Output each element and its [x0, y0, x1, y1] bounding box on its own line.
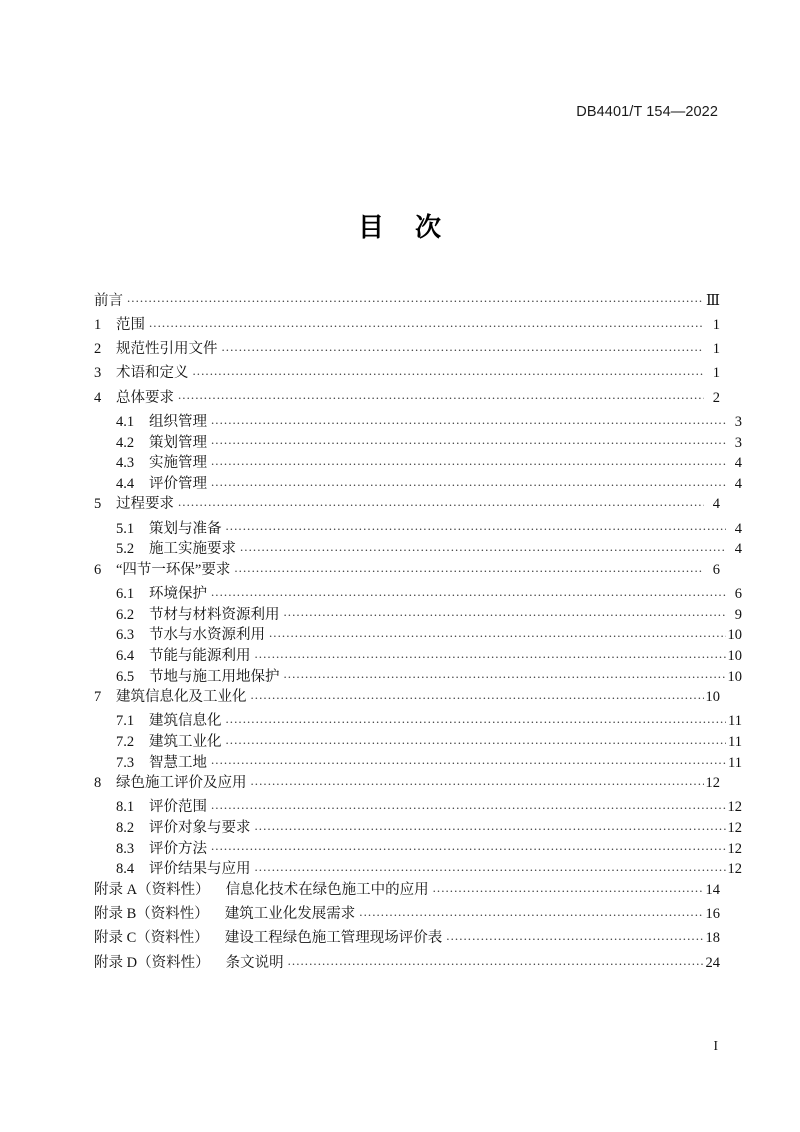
toc-entry-number: 2: [94, 341, 102, 358]
toc-entry-number: 附录 C（资料性）: [94, 930, 209, 947]
toc-entry-page-number: 11: [728, 734, 742, 750]
toc-entry-number: 6.3: [116, 627, 135, 644]
toc-entry-label: 节能与能源利用: [149, 647, 251, 664]
toc-entry-page-number: 12: [727, 840, 742, 857]
toc-dot-leader: [193, 363, 705, 378]
toc-entry-page-number: 1: [712, 316, 720, 333]
toc-entry-number: 7: [94, 689, 102, 706]
toc-entry-number: 5.2: [116, 541, 135, 558]
toc-entry-page-number: 4: [734, 520, 742, 537]
toc-entry-label: 策划与准备: [149, 520, 222, 537]
toc-entry-page-number: 6: [712, 561, 720, 578]
toc-entry-page-number: 10: [705, 689, 720, 706]
toc-entry-page-number: 16: [705, 906, 720, 923]
page-folio: I: [713, 1038, 718, 1053]
toc-entry[interactable]: [94, 604, 742, 625]
toc-entry-label: 评价管理: [149, 475, 207, 492]
toc-dot-leader: [211, 411, 726, 426]
toc-entry-label: 评价对象与要求: [149, 820, 251, 837]
toc-entry-page-number: Ⅲ: [706, 292, 720, 309]
toc-dot-leader: [211, 584, 726, 599]
toc-entry[interactable]: [94, 645, 742, 666]
toc-entry-number: 5: [94, 496, 102, 513]
toc-entry-number: 4.4: [116, 475, 135, 492]
toc-entry-label: 过程要求: [116, 496, 174, 513]
toc-entry-page-number: 12: [705, 775, 720, 792]
toc-entry-number: 8.3: [116, 840, 135, 857]
toc-entry-number: 6.5: [116, 668, 135, 685]
toc-entry[interactable]: [94, 666, 742, 687]
toc-entry[interactable]: [94, 539, 742, 560]
toc-entry-number: 6.2: [116, 606, 135, 623]
toc-entry[interactable]: [94, 797, 742, 818]
toc-dot-leader: [178, 494, 704, 509]
toc-entry-number: 7.1: [116, 713, 135, 730]
toc-entry[interactable]: [94, 687, 720, 711]
toc-entry-label: 环境保护: [149, 586, 207, 603]
toc-entry-page-number: 10: [727, 668, 742, 685]
toc-entry-page-number: 3: [734, 413, 742, 430]
toc-dot-leader: [446, 928, 703, 943]
toc-entry[interactable]: [94, 904, 720, 928]
toc-entry-page-number: 12: [727, 861, 742, 878]
toc-dot-leader: [284, 604, 727, 619]
toc-dot-leader: [211, 473, 726, 488]
toc-dot-leader: [240, 539, 726, 554]
toc-entry-number: 6.4: [116, 647, 135, 664]
toc-entry[interactable]: [94, 879, 720, 903]
toc-dot-leader: [234, 559, 704, 574]
toc-entry-label: 节材与材料资源利用: [149, 606, 280, 623]
toc-entry-label: 前言: [94, 292, 123, 309]
toc-entry[interactable]: [94, 387, 720, 411]
toc-entry-page-number: 2: [712, 389, 720, 406]
page-title-char-2: 次: [415, 213, 443, 242]
toc-entry-label: 建筑工业化发展需求: [224, 906, 356, 923]
toc-dot-leader: [226, 711, 727, 726]
toc-entry-label: 评价方法: [149, 840, 207, 857]
toc-entry[interactable]: [94, 494, 720, 518]
toc-dot-leader: [127, 290, 704, 305]
toc-dot-leader: [211, 838, 726, 853]
toc-entry-page-number: 12: [727, 799, 742, 816]
toc-entry[interactable]: [94, 314, 720, 338]
toc-dot-leader: [211, 797, 726, 812]
toc-dot-leader: [433, 879, 704, 894]
toc-entry-label: 范围: [116, 316, 145, 333]
toc-dot-leader: [211, 453, 726, 468]
toc-dot-leader: [211, 752, 726, 767]
toc-entry[interactable]: [94, 952, 720, 976]
toc-entry-number: 5.1: [116, 520, 135, 537]
toc-entry-label: 评价范围: [149, 799, 207, 816]
toc-entry-label: 建筑信息化: [149, 713, 222, 730]
toc-entry[interactable]: [94, 411, 742, 432]
toc-entry[interactable]: [94, 711, 742, 732]
toc-entry[interactable]: [94, 473, 742, 494]
toc-entry[interactable]: [94, 559, 720, 583]
toc-entry-page-number: 12: [727, 820, 742, 837]
toc-entry-number: 附录 B（资料性）: [94, 906, 209, 923]
toc-entry-label: 建筑信息化及工业化: [116, 689, 247, 706]
toc-entry-label: 实施管理: [149, 455, 207, 472]
toc-dot-leader: [284, 666, 726, 681]
toc-entry-page-number: 6: [734, 586, 742, 603]
toc-entry-number: 附录 D（资料性）: [94, 954, 210, 971]
toc-entry-label: 总体要求: [116, 389, 174, 406]
toc-entry[interactable]: [94, 773, 720, 797]
toc-entry[interactable]: [94, 339, 720, 363]
standard-number-header: DB4401/T 154—2022: [576, 104, 718, 120]
toc-entry-label: 组织管理: [149, 413, 207, 430]
toc-dot-leader: [222, 339, 705, 354]
toc-entry-label: 节地与施工用地保护: [149, 668, 280, 685]
toc-entry[interactable]: [94, 625, 742, 646]
toc-dot-leader: [255, 818, 726, 833]
toc-entry-page-number: 4: [734, 475, 742, 492]
toc-entry-page-number: 10: [727, 627, 742, 644]
toc-entry[interactable]: [94, 290, 720, 314]
toc-entry-page-number: 9: [734, 606, 742, 623]
toc-entry[interactable]: [94, 928, 720, 952]
toc-dot-leader: [178, 387, 704, 402]
toc-entry-number: 1: [94, 316, 102, 333]
toc-entry[interactable]: [94, 584, 742, 605]
toc-entry-label: 术语和定义: [116, 365, 189, 382]
toc-entry-number: 8: [94, 775, 102, 792]
toc-entry-page-number: 18: [705, 930, 720, 947]
toc-entry-number: 8.2: [116, 820, 135, 837]
toc-entry-number: 3: [94, 365, 102, 382]
toc-entry-number: 6.1: [116, 586, 135, 603]
toc-dot-leader: [255, 645, 726, 660]
toc-entry-label: 施工实施要求: [149, 541, 236, 558]
toc-entry-number: 8.4: [116, 861, 135, 878]
toc-entry-number: 6: [94, 561, 102, 578]
toc-entry[interactable]: [94, 752, 742, 773]
toc-entry-label: 条文说明: [225, 954, 284, 971]
toc-dot-leader: [251, 687, 704, 702]
toc-entry-label: 策划管理: [149, 434, 207, 451]
toc-dot-leader: [149, 314, 704, 329]
toc-dot-leader: [269, 625, 726, 640]
toc-entry-page-number: 24: [705, 954, 720, 971]
toc-entry[interactable]: [94, 453, 742, 474]
toc-entry-label: 信息化技术在绿色施工中的应用: [225, 881, 429, 898]
page-title-char-1: 目: [357, 213, 385, 242]
toc-entry-label: 节水与水资源利用: [149, 627, 265, 644]
toc-entry-number: 4: [94, 389, 102, 406]
toc-entry[interactable]: [94, 363, 720, 387]
toc-dot-leader: [226, 518, 727, 533]
toc-entry-number: 7.2: [116, 734, 135, 750]
toc-entry-number: 附录 A（资料性）: [94, 881, 210, 898]
toc-entry[interactable]: [94, 732, 742, 753]
toc-entry-page-number: 4: [712, 496, 720, 513]
toc-entry-label: “四节一环保”要求: [116, 561, 231, 578]
toc-dot-leader: [288, 952, 704, 967]
toc-entry[interactable]: [94, 518, 742, 539]
toc-entry-number: 7.3: [116, 754, 135, 771]
table-of-contents: [94, 290, 742, 977]
toc-entry-number: 8.1: [116, 799, 135, 816]
toc-entry[interactable]: [94, 818, 742, 839]
page-title: [0, 207, 800, 244]
toc-entry-page-number: 10: [727, 647, 742, 664]
toc-entry-page-number: 1: [712, 341, 720, 358]
toc-entry-number: 4.3: [116, 455, 135, 472]
toc-entry-label: 建设工程绿色施工管理现场评价表: [224, 930, 443, 947]
toc-entry-label: 建筑工业化: [149, 734, 222, 750]
toc-entry-label: 评价结果与应用: [149, 861, 251, 878]
toc-entry-label: 智慧工地: [149, 754, 207, 771]
toc-entry[interactable]: [94, 838, 742, 859]
toc-entry-number: 4.1: [116, 413, 135, 430]
toc-entry[interactable]: [94, 432, 742, 453]
toc-entry-page-number: 14: [705, 881, 720, 898]
toc-entry-page-number: 1: [712, 365, 720, 382]
toc-entry-number: 4.2: [116, 434, 135, 451]
toc-entry-label: 绿色施工评价及应用: [116, 775, 247, 792]
toc-entry-page-number: 11: [728, 713, 742, 730]
toc-entry[interactable]: [94, 859, 742, 880]
toc-entry-label: 规范性引用文件: [116, 341, 218, 358]
toc-dot-leader: [251, 773, 704, 788]
toc-entry-page-number: 11: [728, 754, 742, 771]
toc-entry-page-number: 3: [734, 434, 742, 451]
toc-dot-leader: [359, 904, 703, 919]
toc-dot-leader: [255, 859, 726, 874]
toc-entry-page-number: 4: [734, 541, 742, 558]
toc-dot-leader: [226, 732, 727, 747]
toc-entry-page-number: 4: [734, 455, 742, 472]
toc-dot-leader: [211, 432, 726, 447]
